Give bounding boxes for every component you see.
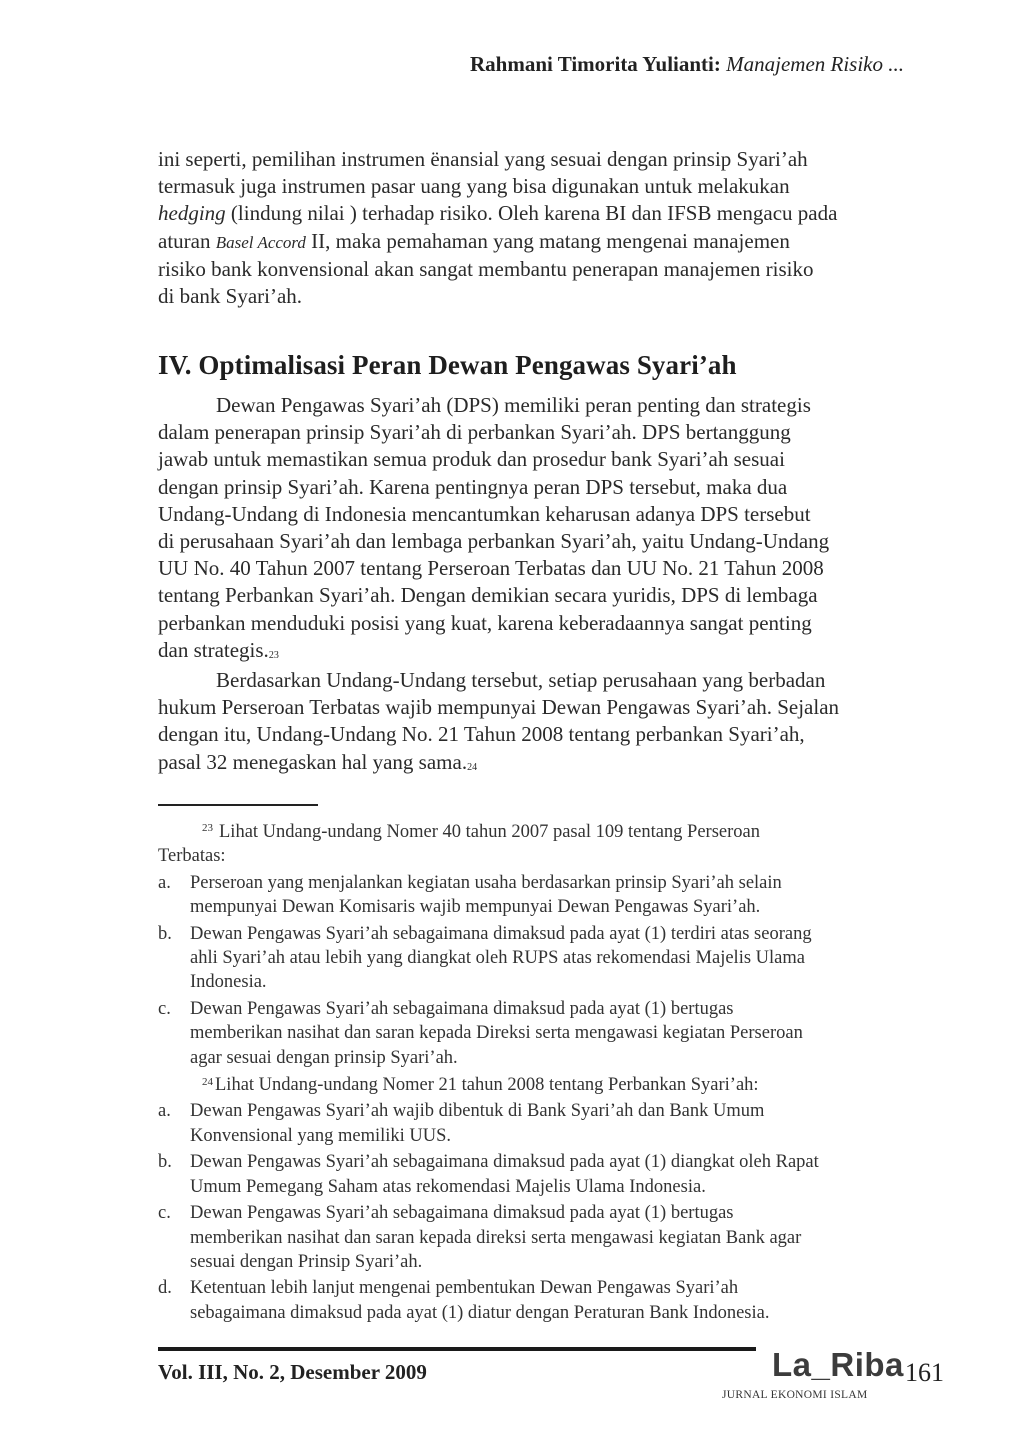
footnotes (158, 816, 910, 1325)
footnote-24-heading: $^{24}$ Lihat Undang-undang Nomer 21 tahun 2008 tentang Perbankan Syari’ah: (202, 1075, 759, 1096)
text-line: Berdasarkan Undang-Undang tersebut, setiap perusahaan yang berbadan (216, 668, 826, 692)
intro-paragraph (158, 146, 910, 310)
section-paragraph-1 (158, 392, 910, 669)
running-header (470, 52, 904, 77)
footnote-ref-23[interactable]: 23 (268, 649, 279, 661)
section-paragraph-2 (158, 667, 910, 781)
journal-logo: La_Riba (772, 1346, 904, 1383)
header-title: Manajemen Risiko ... (726, 52, 904, 76)
page-number: 161 (905, 1358, 944, 1387)
footnote-list-item: b. Dewan Pengawas Syari’ah sebagaimana dimaksud pada ayat (1) terdiri atas seorang ahli Syari’ah atau lebih yang diangkat oleh RUPS atas rekomendasi Majelis Ulama Indonesia. (158, 923, 812, 993)
emphasis-basel-accord: Basel Accord (215, 232, 306, 252)
text-line: jawab untuk memastikan semua produk dan prosedur bank Syari’ah sesuai (158, 447, 785, 472)
footnote-23-heading: $^{23}$ Lihat Undang-undang Nomer 40 tahun 2007 pasal 109 tentang Perseroan (202, 822, 760, 842)
footer-rule (158, 1347, 756, 1351)
footnote-list-item: c. Dewan Pengawas Syari’ah sebagaimana dimaksud pada ayat (1) bertugas memberikan nasihat dan saran kepada direksi serta mengawasi kegiatan Bank agar sesuai dengan Prinsip Syari’ah. (158, 1203, 802, 1272)
text-line: di perusahaan Syari’ah dan lembaga perbankan Syari’ah, yaitu Undang-Undang (158, 529, 830, 554)
text-line: UU No. 40 Tahun 2007 tentang Perseroan Terbatas dan UU No. 21 Tahun 2008 (158, 556, 824, 581)
text-line: tentang Perbankan Syari’ah. Dengan demikian secara yuridis, DPS di lembaga (158, 583, 818, 608)
text-line: perbankan menduduki posisi yang kuat, karena keberadaannya sangat penting (158, 610, 812, 635)
footnote-list-item: d. Ketentuan lebih lanjut mengenai pembentukan Dewan Pengawas Syari’ah sebagaimana dimaksud pada ayat (1) diatur dengan Peraturan Bank Indonesia. (158, 1278, 770, 1323)
volume-info: Vol. III, No. 2, Desember 2009 (158, 1360, 427, 1384)
journal-name: JURNAL EKONOMI ISLAM (722, 1389, 868, 1401)
text-line: hedging (lindung nilai ) terhadap risiko. Oleh karena BI dan IFSB mengacu pada (158, 201, 838, 226)
text-line: dan strategis.$^{23}$ (158, 637, 279, 662)
footnote-23-heading-cont: Terbatas: (158, 846, 226, 867)
footnote-separator (158, 804, 318, 806)
text-line: dalam penerapan prinsip Syari’ah di perbankan Syari’ah. DPS bertanggung (158, 420, 791, 445)
footnote-number: 24 (202, 1076, 213, 1089)
header-author: Rahmani Timorita Yulianti: (469, 52, 721, 76)
footnote-list-item: b. Dewan Pengawas Syari’ah sebagaimana dimaksud pada ayat (1) diangkat oleh Rapat Umum Pemegang Saham atas rekomendasi Majelis Ulama Indonesia. (158, 1152, 819, 1197)
text-line: dengan prinsip Syari’ah. Karena pentingnya peran DPS tersebut, maka dua (158, 474, 788, 499)
emphasis-hedging: hedging (158, 201, 226, 226)
text-line: risiko bank konvensional akan sangat membantu penerapan manajemen risiko (158, 256, 814, 281)
text-line: termasuk juga instrumen pasar uang yang bisa digunakan untuk melakukan (158, 174, 790, 199)
text-line: Undang-Undang di Indonesia mencantumkan keharusan adanya DPS tersebut (158, 501, 811, 526)
footnote-number: 23 (202, 822, 213, 834)
footnote-list-item: a. Dewan Pengawas Syari’ah wajib dibentuk di Bank Syari’ah dan Bank Umum Konvensional yang memiliki UUS. (158, 1101, 765, 1146)
section-heading: IV. Optimalisasi Peran Dewan Pengawas Syari’ah (158, 350, 737, 380)
footnote-list-item: a. Perseroan yang menjalankan kegiatan usaha berdasarkan prinsip Syari’ah selain mempunyai Dewan Komisaris wajib mempunyai Dewan Pengawas Syari’ah. (158, 872, 782, 918)
text-line: aturan Basel Accord II, maka pemahaman yang matang mengenai manajemen (158, 228, 790, 253)
text-line: hukum Perseroan Terbatas wajib mempunyai Dewan Pengawas Syari’ah. Sejalan (158, 695, 840, 720)
footnote-ref-24[interactable]: 24 (467, 761, 478, 773)
footnote-list-item: c. Dewan Pengawas Syari’ah sebagaimana dimaksud pada ayat (1) bertugas memberikan nasihat dan saran kepada Direksi serta mengawasi kegiatan Perseroan agar sesuai dengan prinsip Syari’ah. (158, 998, 803, 1068)
text-line: Dewan Pengawas Syari’ah (DPS) memiliki peran penting dan strategis (216, 393, 811, 417)
text-line: ini seperti, pemilihan instrumen ënansial yang sesuai dengan prinsip Syari’ah (158, 147, 808, 171)
text-line: di bank Syari’ah. (158, 284, 303, 309)
text-line: dengan itu, Undang-Undang No. 21 Tahun 2008 tentang perbankan Syari’ah, (158, 722, 805, 747)
text-line: pasal 32 menegaskan hal yang sama.$^{24}$ (158, 749, 478, 774)
